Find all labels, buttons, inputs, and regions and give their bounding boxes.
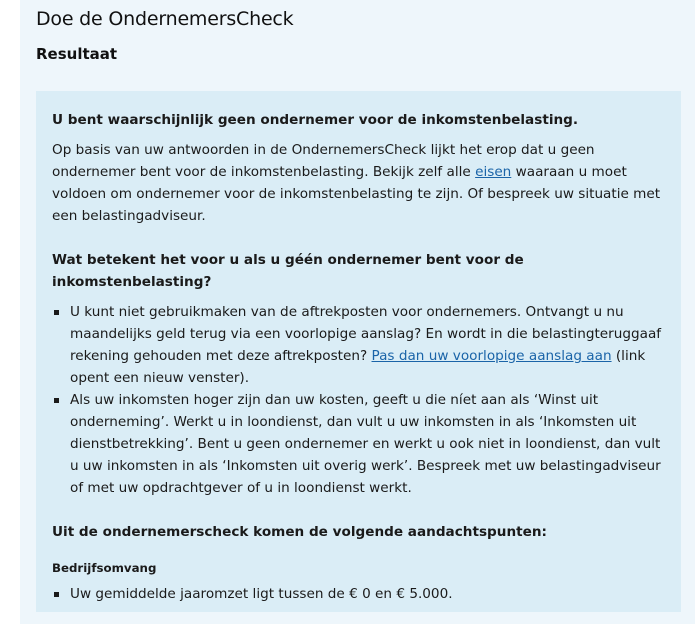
bedrijfsomvang-heading: Bedrijfsomvang	[52, 561, 157, 575]
list-item: Uw gemiddelde jaaromzet ligt tussen de € 0 en € 5.000.	[52, 583, 665, 605]
bullet1-text-part1: U kunt niet gebruikmaken van de aftrekposten voor ondernemers. Ontvangt u nu maandelijks geld terug via een voorlopige aanslag? En wordt in die belastingteruggaaf rekening gehouden met deze aftrekposten?	[70, 304, 662, 364]
bullet1-text-part2: (link opent een nieuw venster).	[70, 348, 646, 386]
result-text	[52, 139, 665, 227]
meaning-list	[52, 301, 665, 499]
result-heading: U bent waarschijnlijk geen ondernemer voor de inkomstenbelasting.	[52, 112, 579, 128]
result-box	[36, 91, 681, 612]
voorlopige-aanslag-link[interactable]: Pas dan uw voorlopige aanslag aan	[371, 348, 612, 364]
list-item	[52, 301, 665, 389]
eisen-link[interactable]: eisen	[475, 164, 512, 180]
result-text-part2: waaraan u moet voldoen om ondernemer voor de inkomstenbelasting te zijn. Of bespreek uw situatie met een belastingadviseur.	[52, 164, 661, 224]
meaning-heading: Wat betekent het voor u als u géén ondernemer bent voor de inkomstenbelasting?	[52, 252, 524, 290]
page-title: Doe de OndernemersCheck	[36, 8, 294, 30]
points-list	[52, 583, 665, 605]
list-item: Als uw inkomsten hoger zijn dan uw kosten, geeft u die níet aan als ‘Winst uit onderneming’. Werkt u in loondienst, dan vult u uw inkomsten in als ‘Inkomsten uit dienstbetrekking’. Bent u geen ondernemer en werkt u ook niet in loondienst, dan vult u uw inkomsten in als ‘Inkomsten uit overig werk’. Bespreek met uw belastingadviseur of met uw opdrachtgever of u in loondienst werkt.	[52, 389, 665, 499]
points-heading: Uit de ondernemerscheck komen de volgende aandachtspunten:	[52, 524, 547, 540]
section-title: Resultaat	[36, 45, 118, 63]
result-text-part1: Op basis van uw antwoorden in de OndernemersCheck lijkt het erop dat u geen ondernemer bent voor de inkomstenbelasting. Bekijk zelf alle	[52, 142, 595, 180]
